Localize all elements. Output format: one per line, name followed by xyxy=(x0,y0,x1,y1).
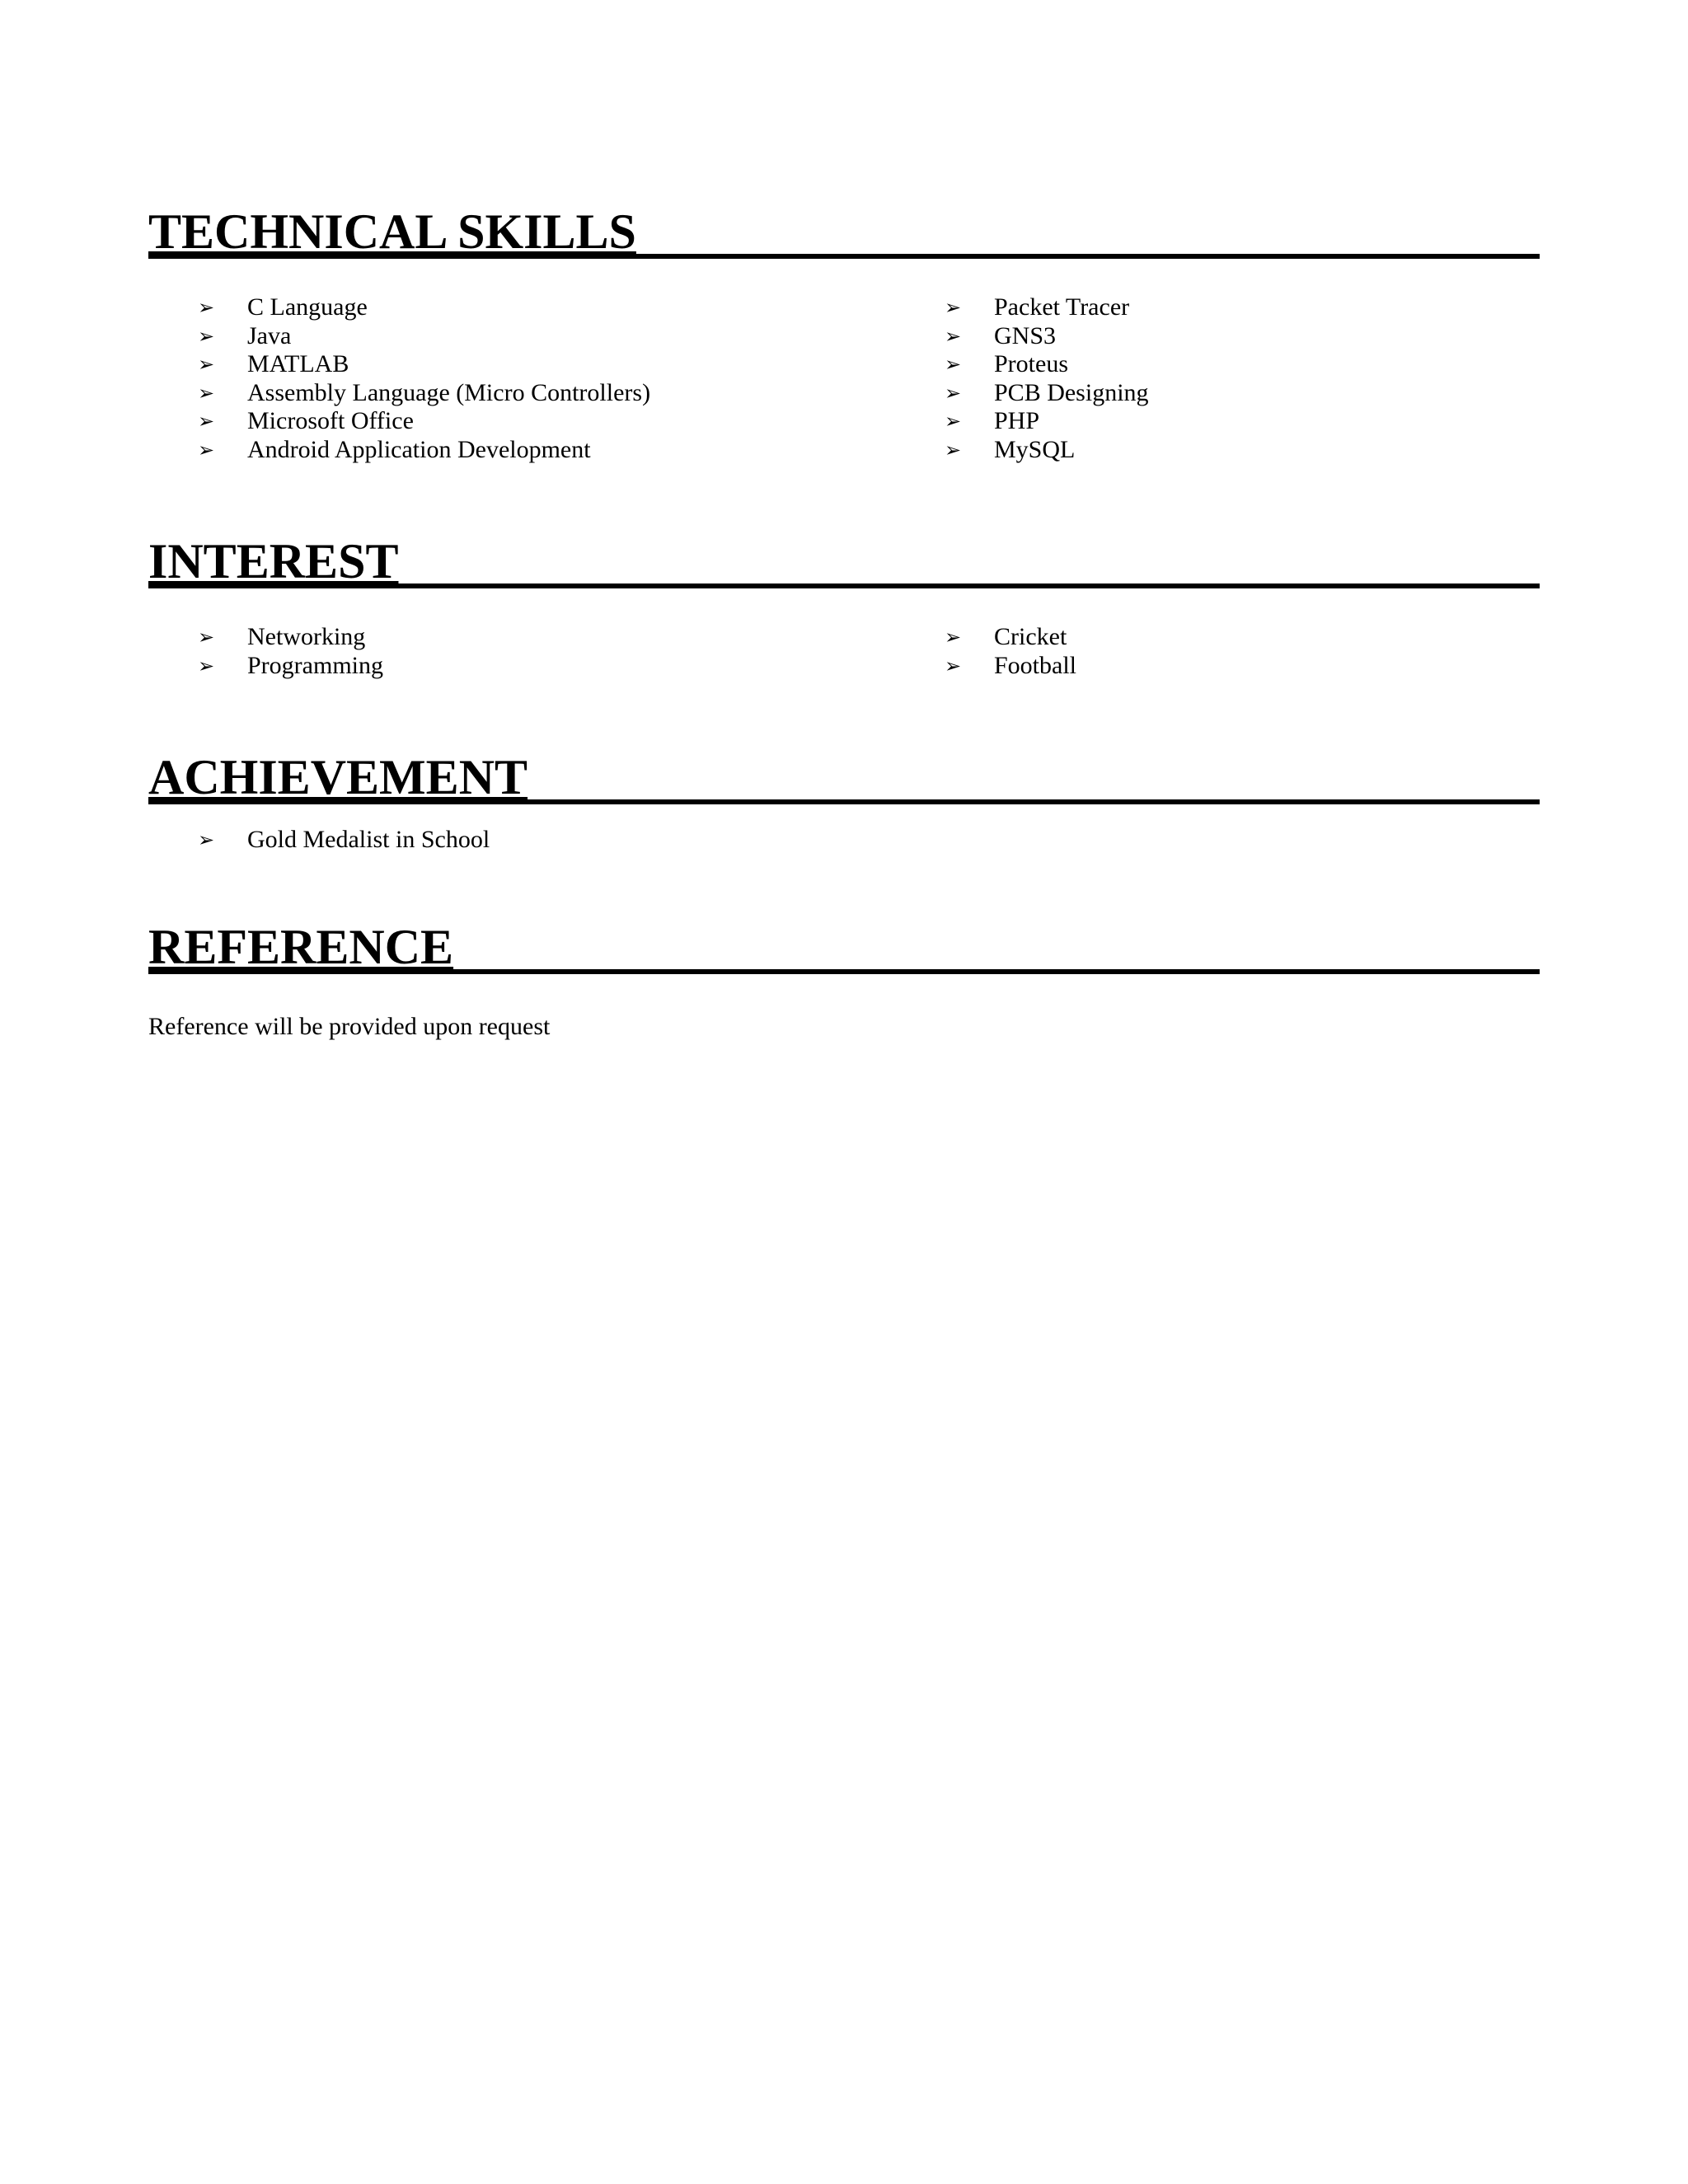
arrow-bullet-icon: ➢ xyxy=(198,324,215,348)
arrow-bullet-icon: ➢ xyxy=(945,381,962,405)
skill-label: PCB Designing xyxy=(994,378,1149,406)
arrow-bullet-icon: ➢ xyxy=(198,410,215,433)
arrow-bullet-icon: ➢ xyxy=(198,438,215,462)
interest-heading: INTEREST xyxy=(148,534,399,588)
arrow-bullet-icon: ➢ xyxy=(945,438,962,462)
skill-label: Microsoft Office xyxy=(247,407,414,434)
technical-skills-heading-rule xyxy=(148,194,1540,259)
skill-label: Assembly Language (Micro Controllers) xyxy=(247,378,651,406)
arrow-bullet-icon: ➢ xyxy=(945,410,962,433)
achievement-label: Gold Medalist in School xyxy=(247,826,490,853)
skill-label: GNS3 xyxy=(994,321,1057,349)
arrow-bullet-icon: ➢ xyxy=(198,654,215,677)
arrow-bullet-icon: ➢ xyxy=(945,353,962,376)
arrow-bullet-icon: ➢ xyxy=(198,353,215,376)
arrow-bullet-icon: ➢ xyxy=(198,626,215,649)
interest-label: Networking xyxy=(247,623,366,650)
interest-heading-rule xyxy=(148,524,1540,588)
reference-heading-rule xyxy=(148,910,1540,974)
skill-label: MySQL xyxy=(994,435,1076,463)
skill-label: Java xyxy=(247,321,292,349)
technical-skills-heading: TECHNICAL SKILLS xyxy=(148,204,636,259)
skill-label: C Language xyxy=(247,293,368,321)
achievement-heading: ACHIEVEMENT xyxy=(148,750,528,804)
reference-heading: REFERENCE xyxy=(148,920,454,974)
skill-label: PHP xyxy=(994,407,1040,434)
skill-label: MATLAB xyxy=(247,350,349,377)
interest-label: Cricket xyxy=(994,623,1067,650)
arrow-bullet-icon: ➢ xyxy=(945,626,962,649)
achievement-heading-rule xyxy=(148,740,1540,804)
arrow-bullet-icon: ➢ xyxy=(198,296,215,319)
reference-text: Reference will be provided upon request xyxy=(148,1013,551,1040)
skill-label: Android Application Development xyxy=(247,435,591,463)
arrow-bullet-icon: ➢ xyxy=(198,828,215,851)
achievement-section xyxy=(148,740,1540,853)
skill-label: Proteus xyxy=(994,350,1068,377)
arrow-bullet-icon: ➢ xyxy=(945,324,962,348)
reference-section xyxy=(148,910,1540,1040)
interest-label: Football xyxy=(994,651,1077,679)
skill-label: Packet Tracer xyxy=(994,293,1130,321)
arrow-bullet-icon: ➢ xyxy=(198,381,215,405)
interest-section xyxy=(148,524,1540,679)
technical-skills-section xyxy=(148,194,1540,463)
arrow-bullet-icon: ➢ xyxy=(945,654,962,677)
arrow-bullet-icon: ➢ xyxy=(945,296,962,319)
interest-label: Programming xyxy=(247,651,383,679)
